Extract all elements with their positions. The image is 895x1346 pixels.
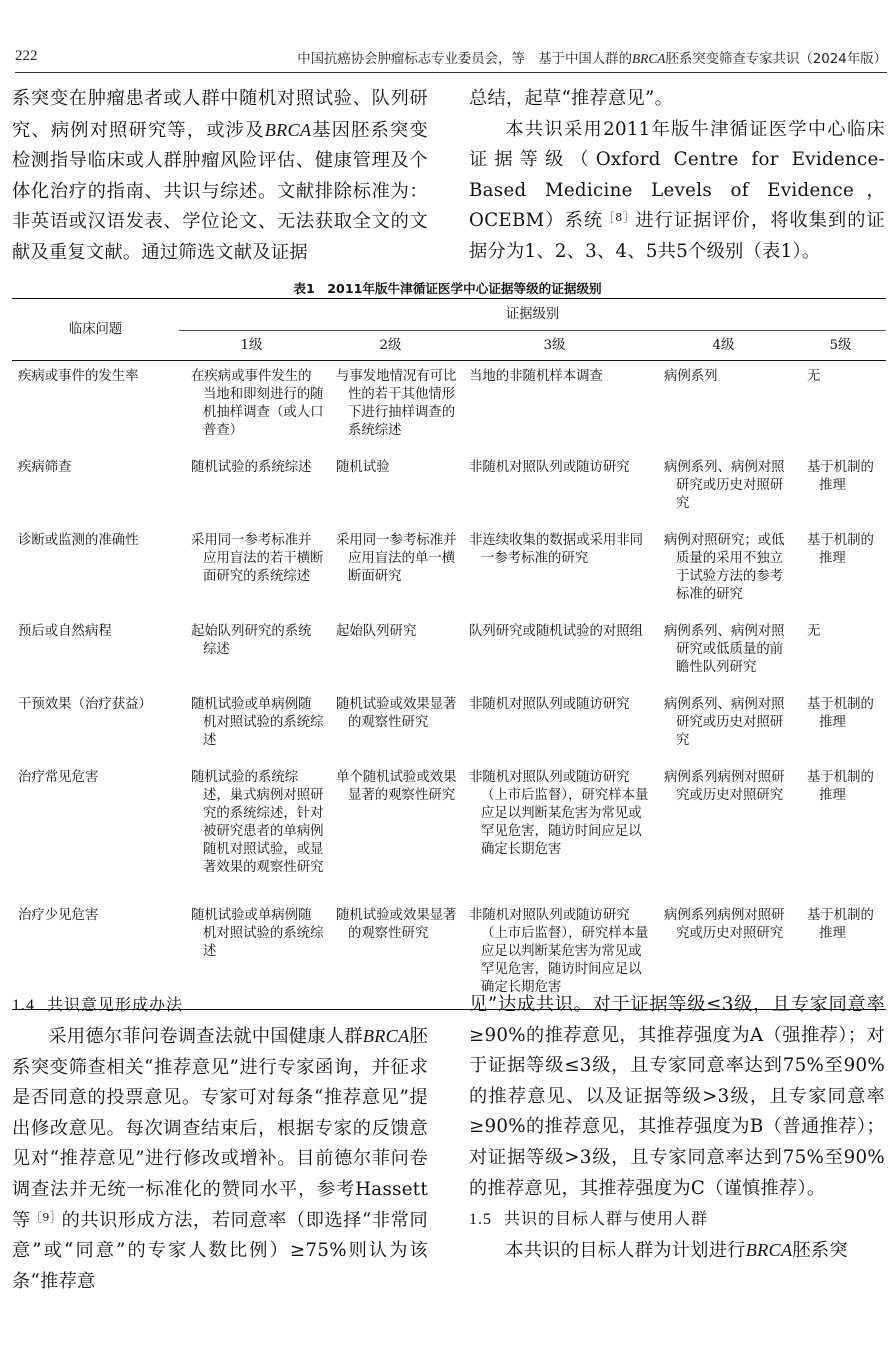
- paragraph-delphi-method: 采用德尔菲问卷调查法就中国健康人群BRCA胚系突变筛查相关“推荐意见”进行专家函询，并征求是否同意的投票意见。专家可对每条“推荐意见”提出修改意见。每次调查结束后，根据专家的反馈意见对“推荐意见”进行修改或增补。目前德尔菲问卷调查法并无统一标准化的赞同水平，参考Hassett等$^{[9]}$的共识形成方法，若同意率（即选择“非常同意”或“同意”的专家人数比例）≥75%则认为该条“推荐意: [12, 1026, 428, 1292]
- running-title: 中国抗癌协会肿瘤标志专业委员会，等 基于中国人群的BRCA胚系突变筛查专家共识（2024年版）: [297, 51, 887, 67]
- header-rule: [15, 72, 887, 73]
- bottom-right-column: [469, 990, 885, 1267]
- running-header: [15, 48, 887, 70]
- page-number: 222: [15, 48, 38, 64]
- top-right-column: [469, 84, 885, 268]
- header-level-1: 1级: [179, 331, 324, 361]
- top-left-column: [12, 84, 428, 269]
- header-level-4: 4级: [652, 331, 795, 361]
- header-level-3: 3级: [457, 331, 652, 361]
- header-evidence-level: 证据级别: [179, 299, 886, 331]
- table-row: 预后或自然病程 起始队列研究的系统综述 起始队列研究 队列研究或随机试验的对照组 病例系列、病例对照研究或低质量的前瞻性队列研究 无: [18, 624, 821, 675]
- paragraph-target-population: 本共识的目标人群为计划进行BRCA胚系突: [505, 1240, 848, 1262]
- table-caption: 表1 2011年版牛津循证医学中心证据等级的证据级别: [293, 281, 602, 296]
- table-row: 治疗常见危害 随机试验的系统综述，巢式病例对照研究的系统综述，针对被研究患者的单病例随机对照试验，或显著效果的观察性研究 单个随机试验或效果显著的观察性研究 非随机对照队列或随访研究（上市后监督），研究样本量应足以判断某危害为常见或罕见危害，随访时间应足以确定长期危害 病例系列病例对照研究或历史对照研究 基于机制的推理: [18, 770, 874, 875]
- paragraph-inclusion-criteria: 系突变在肿瘤患者或人群中随机对照试验、队列研究、病例对照研究等，或涉及BRCA基因胚系突变检测指导临床或人群肿瘤风险评估、健康管理及个体化治疗的指南、共识与综述。文献排除标准为：非英语或汉语发表、学位论文、无法获取全文的文献及重复文献。通过筛选文献及证据: [12, 88, 428, 263]
- table-row: 诊断或监测的准确性 采用同一参考标准并应用盲法的若干横断面研究的系统综述 采用同一参考标准并应用盲法的单一横断面研究 非连续收集的数据或采用非同一参考标准的研究 病例对照研究；或低质量的采用不独立于试验方法的参考标准的研究 基于机制的推理: [18, 533, 874, 602]
- table-row: 治疗少见危害 随机试验或单病例随机对照试验的系统综述 随机试验或效果显著的观察性研究 非随机对照队列或随访研究（上市后监督），研究样本量应足以判断某危害为常见或罕见危害，随访时间应足以确定长期危害 病例系列病例对照研究或历史对照研究 基于机制的推理: [12, 900, 886, 1010]
- header-clinical-question: 临床问题: [12, 299, 179, 361]
- section-heading-1-4: 1.4 共识意见形成办法: [12, 995, 184, 1014]
- section-heading-1-5: 1.5 共识的目标人群与使用人群: [469, 1209, 709, 1229]
- bottom-left-column: [12, 990, 428, 1297]
- header-level-2: 2级: [324, 331, 457, 361]
- table-row: 疾病筛查 随机试验的系统综述 随机试验 非随机对照队列或随访研究 病例系列、病例对照研究或历史对照研究 基于机制的推理: [18, 460, 874, 511]
- evidence-level-table: [12, 298, 886, 1010]
- paragraph-ocebm: 本共识采用2011年版牛津循证医学中心临床证据等级（Oxford Centre for Evidence-Based Medicine Levels of Evidence，OCEBM）系统$^{[8]}$进行证据评价，将收集到的证据分为1、2、3、4、5共5个级别（表1）。: [469, 118, 885, 262]
- paragraph-recommendation-strength: 见”达成共识。对于证据等级≤3级，且专家同意率≥90%的推荐意见，其推荐强度为A（强推荐）；对于证据等级≤3级，且专家同意率达到75%至90%的推荐意见、以及证据等级>3级，且专家同意率≥90%的推荐意见，其推荐强度为B（普通推荐）；对证据等级>3级，且专家同意率达到75%至90%的推荐意见，其推荐强度为C（谨慎推荐）。: [469, 994, 885, 1199]
- citation-8[interactable]: ［8］: [603, 211, 636, 225]
- table-body: [12, 361, 886, 1010]
- table-row: 疾病或事件的发生率 在疾病或事件发生的当地和即刻进行的随机抽样调查（或人口普查） 与事发地情况有可比性的若干其他情形下进行抽样调查的系统综述 当地的非随机样本调查 病例系列 无: [18, 369, 821, 438]
- table-row: 干预效果（治疗获益） 随机试验或单病例随机对照试验的系统综述 随机试验或效果显著的观察性研究 非随机对照队列或随访研究 病例系列、病例对照研究或历史对照研究 基于机制的推理: [18, 697, 874, 748]
- header-level-5: 5级: [795, 331, 886, 361]
- paragraph-draft-recommendations: 总结，起草“推荐意见”。: [469, 88, 674, 109]
- citation-9[interactable]: ［9］: [30, 1210, 62, 1224]
